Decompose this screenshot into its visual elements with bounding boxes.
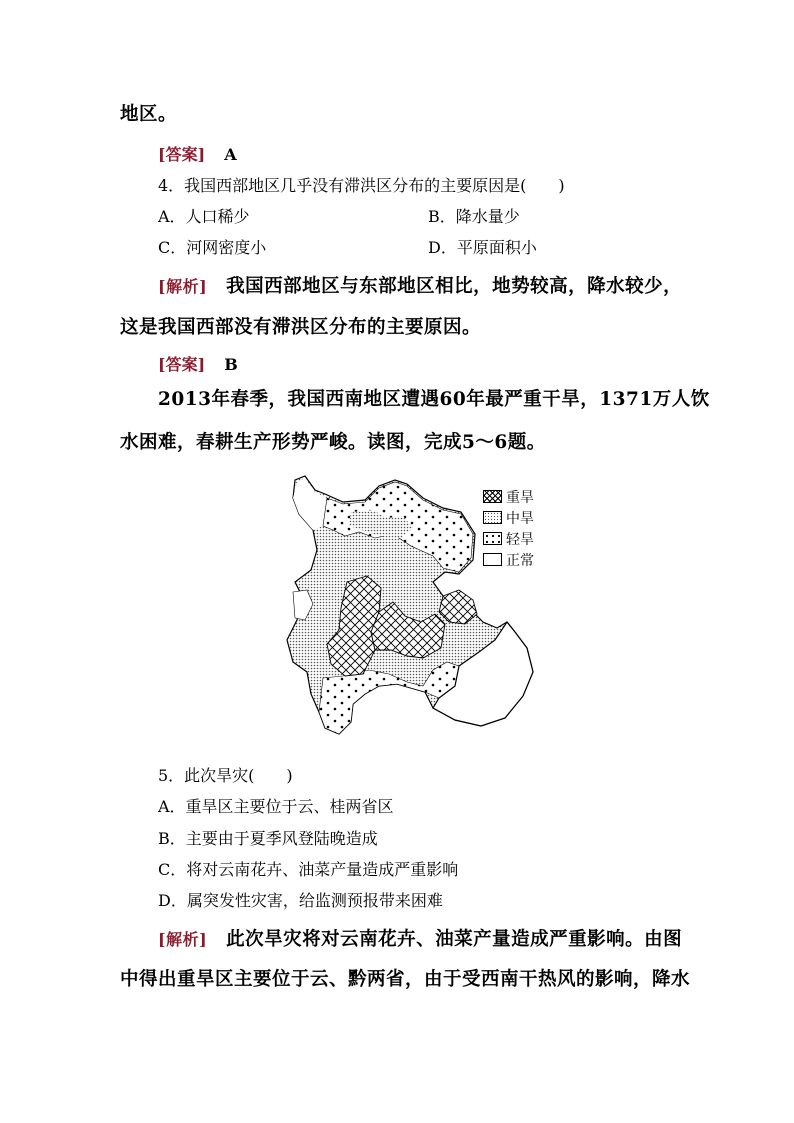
map-legend: [483, 486, 534, 570]
severe-swatch-icon: [483, 490, 502, 503]
q5-option-a: A．重旱区主要位于云、桂两省区: [158, 797, 394, 816]
answer-value: B: [224, 355, 238, 374]
legend-item-severe: 重旱: [483, 486, 534, 507]
analysis-5-line2: 中得出重旱区主要位于云、黔两省，由于受西南干热风的影响，降水: [120, 969, 691, 990]
normal-swatch-icon: [483, 553, 502, 566]
q5-option-d: D．属突发性灾害，给监测预报带来困难: [158, 891, 443, 910]
q4-option-d: D．平原面积小: [428, 238, 537, 257]
analysis-4-line1: [158, 272, 682, 298]
analysis-text: 我国西部地区与东部地区相比，地势较高，降水较少，: [226, 276, 683, 297]
moderate-swatch-icon: [483, 511, 502, 524]
q4-option-a: A．人口稀少: [158, 207, 250, 226]
analysis-tag: [解析]: [158, 930, 208, 949]
answer-value: A: [224, 145, 237, 164]
analysis-tag: [解析]: [158, 277, 208, 296]
q4-option-b: B．降水量少: [428, 207, 520, 226]
q4-option-c: C．河网密度小: [158, 238, 267, 257]
answer-4: [158, 352, 238, 375]
question-4-stem: 4．我国西部地区几乎没有滞洪区分布的主要原因是( ): [158, 176, 565, 195]
legend-item-light: 轻旱: [483, 528, 534, 549]
analysis-5-line1: [158, 925, 682, 951]
q5-option-b: B．主要由于夏季风登陆晚造成: [158, 829, 378, 848]
analysis-4-line2: 这是我国西部没有滞洪区分布的主要原因。: [120, 317, 482, 338]
analysis-text: 此次旱灾将对云南花卉、油菜产量造成严重影响。由图: [226, 929, 683, 950]
legend-item-moderate: 中旱: [483, 507, 534, 528]
light-swatch-icon: [483, 532, 502, 545]
answer-tag: [答案]: [158, 145, 206, 164]
q5-option-c: C．将对云南花卉、油菜产量造成严重影响: [158, 860, 459, 879]
answer-3: [158, 142, 237, 165]
answer-tag: [答案]: [158, 355, 206, 374]
intro-line1: 2013年春季，我国西南地区遭遇60年最严重干旱，1371万人饮: [158, 389, 710, 410]
intro-line2: 水困难，春耕生产形势严峻。读图，完成5～6题。: [120, 432, 546, 453]
paragraph-continuation: 地区。: [120, 104, 178, 125]
legend-item-normal: 正常: [483, 549, 534, 570]
question-5-stem: 5．此次旱灾( ): [158, 766, 293, 785]
